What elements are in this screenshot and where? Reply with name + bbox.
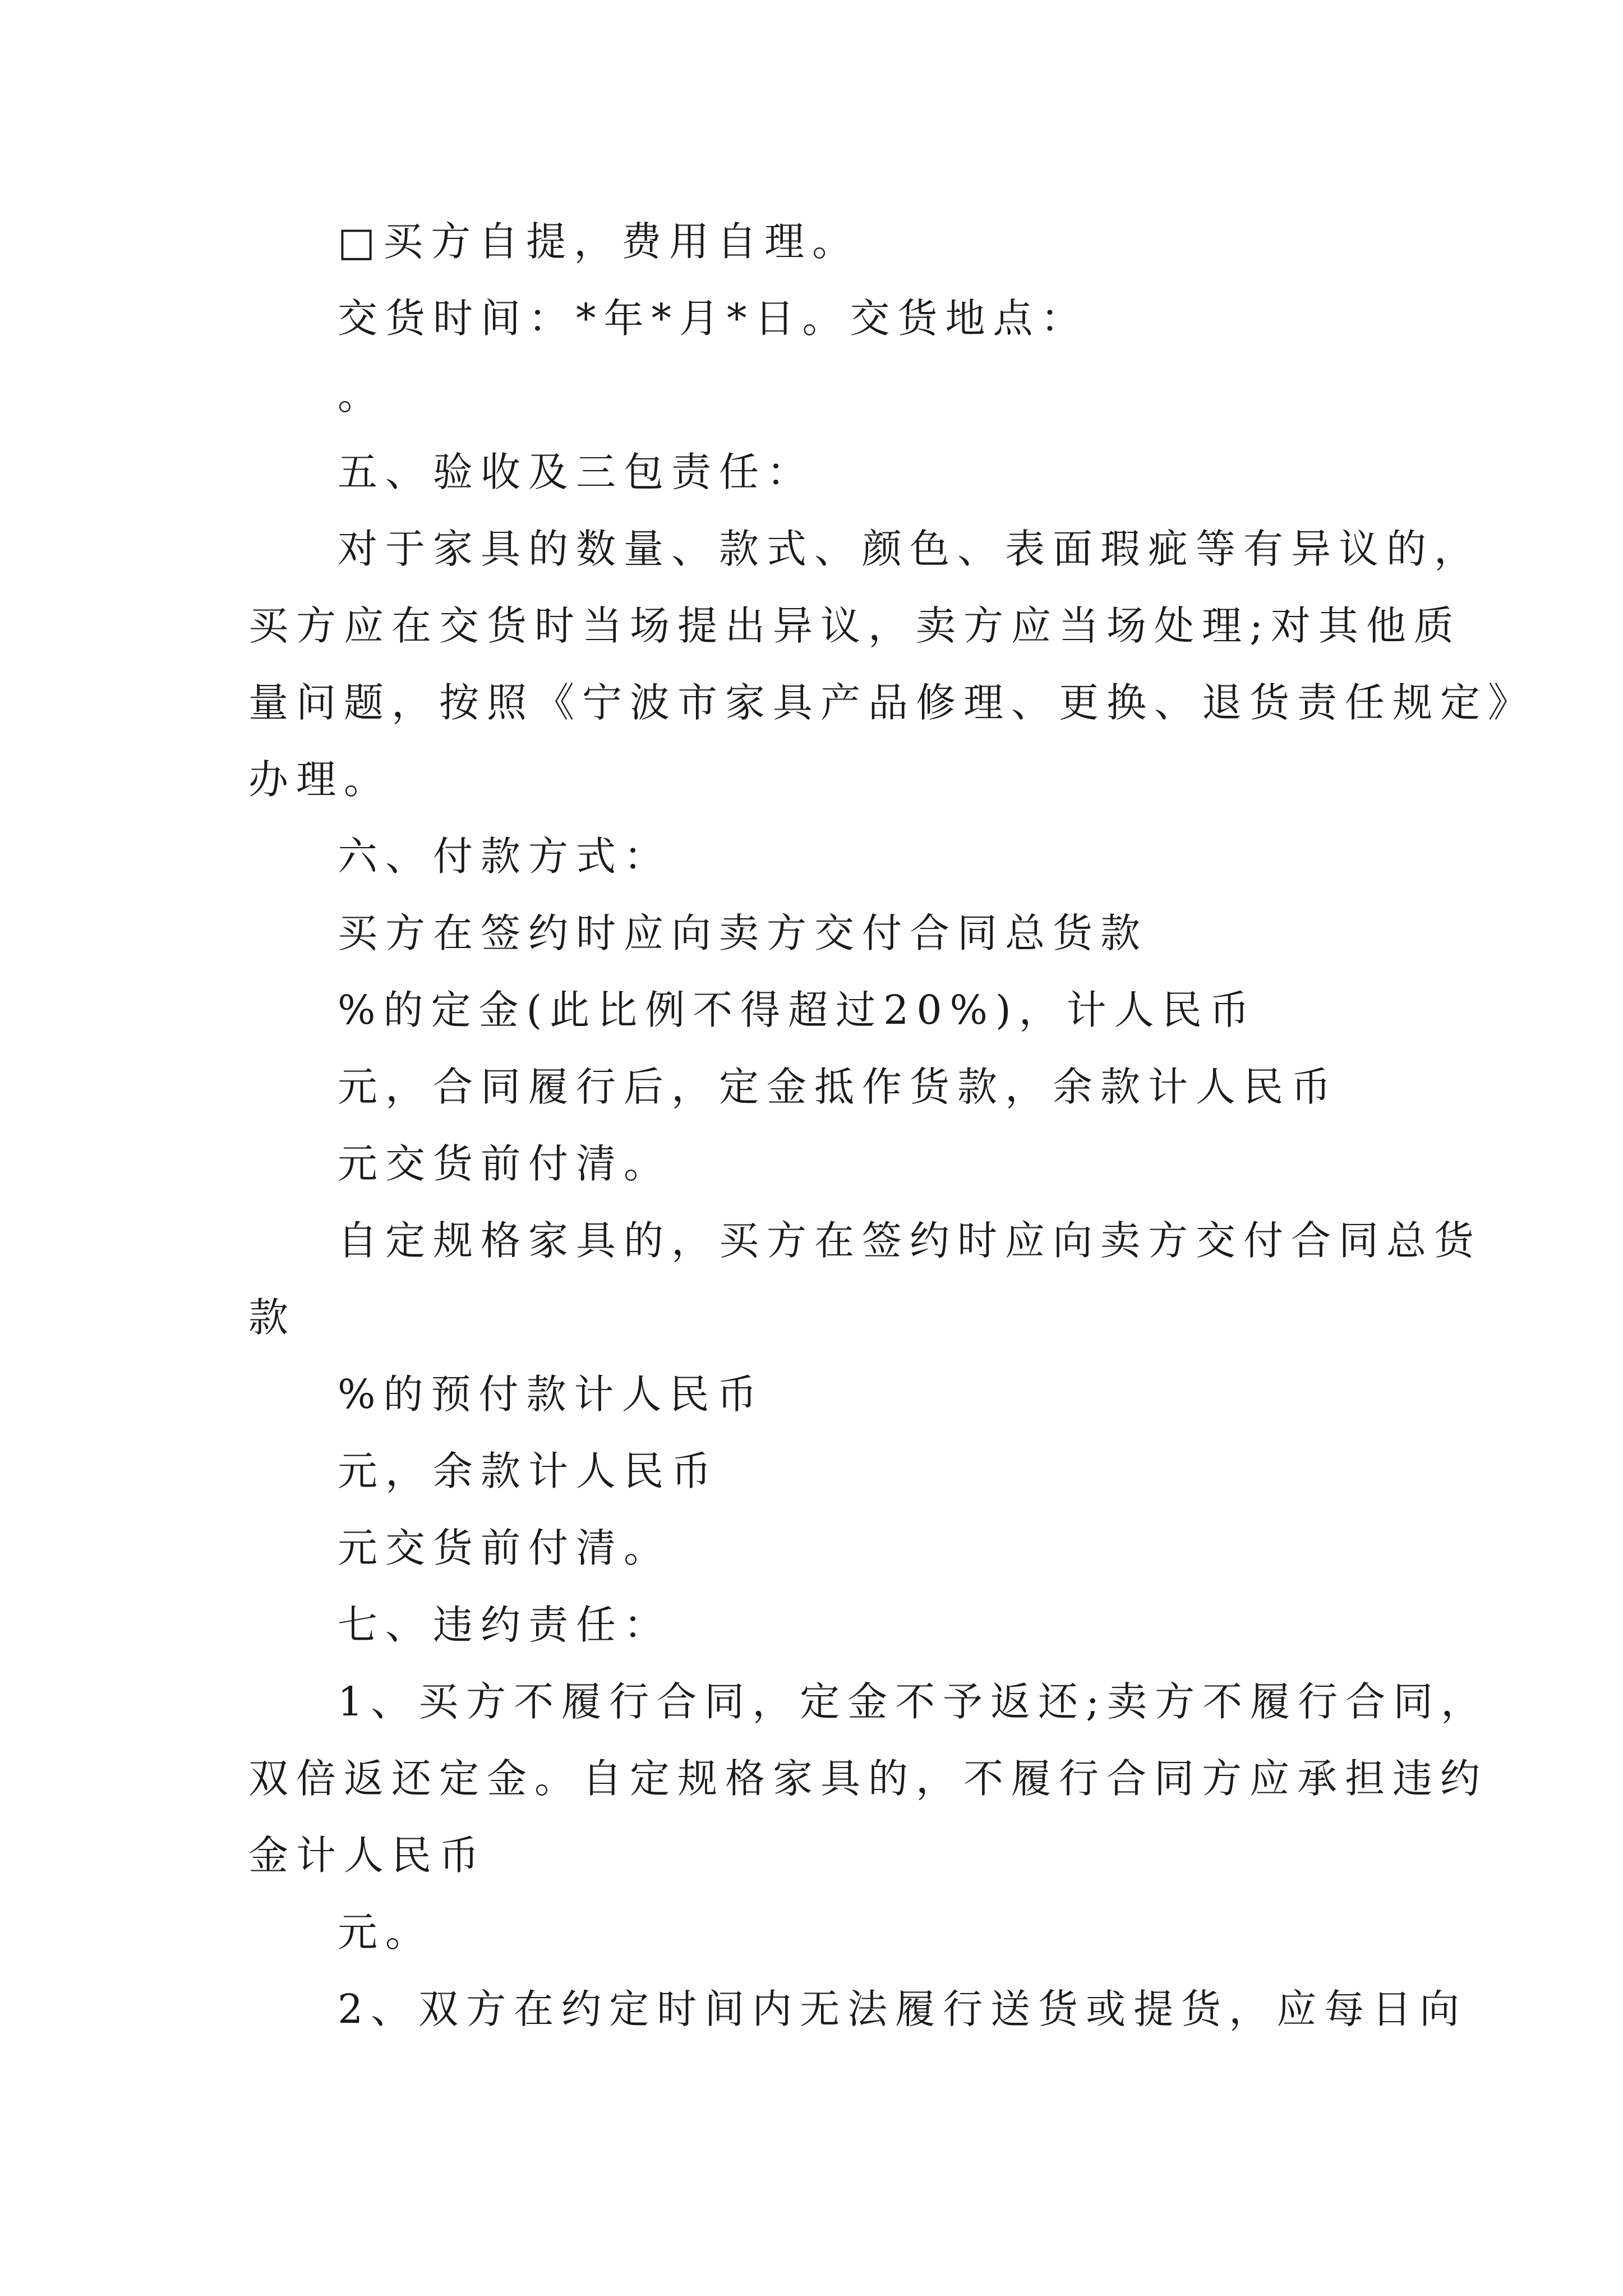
paragraph-line: 元，合同履行后，定金抵作货款，余款计人民币 [338,1064,1339,1110]
section-heading-liability: 七、违约责任： [338,1602,672,1648]
paragraph-line: 买方在签约时应向卖方交付合同总货款 [338,910,1149,956]
paragraph-line: 款 [248,1294,297,1341]
paragraph-line: 对于家具的数量、款式、颜色、表面瑕疵等有异议的， [338,526,1482,572]
delivery-time-place: 交货时间：*年*月*日。交货地点： [338,295,1089,342]
paragraph-line: 买方应在交货时当场提出异议，卖方应当场处理;对其他质 [248,602,1461,649]
paragraph-line: 元交货前付清。 [338,1525,672,1571]
paragraph-end-mark: 。 [338,372,386,418]
paragraph-line: 2、双方在约定时间内无法履行送货或提货，应每日向 [338,1986,1468,2032]
paragraph-line: %的定金(此比例不得超过20%)，计人民币 [338,987,1257,1033]
paragraph-line: 双倍返还定金。自定规格家具的，不履行合同方应承担违约 [248,1755,1488,1802]
paragraph-line: 元交货前付清。 [338,1140,672,1187]
section-heading-payment: 六、付款方式： [338,833,672,880]
paragraph-line: 元，余款计人民币 [338,1448,720,1494]
paragraph-line: 金计人民币 [248,1832,487,1879]
paragraph-line: %的预付款计人民币 [338,1371,765,1418]
option-buyer-pickup: □买方自提，费用自理。 [338,218,860,265]
section-heading-acceptance: 五、验收及三包责任： [338,449,815,495]
paragraph-line: 量问题，按照《宁波市家具产品修理、更换、退货责任规定》 [248,679,1536,726]
paragraph-line: 办理。 [248,756,392,803]
paragraph-line: 1、买方不履行合同，定金不予返还;卖方不履行合同， [338,1678,1489,1725]
paragraph-line: 元。 [338,1909,434,1955]
paragraph-line: 自定规格家具的，买方在签约时应向卖方交付合同总货 [338,1217,1482,1264]
